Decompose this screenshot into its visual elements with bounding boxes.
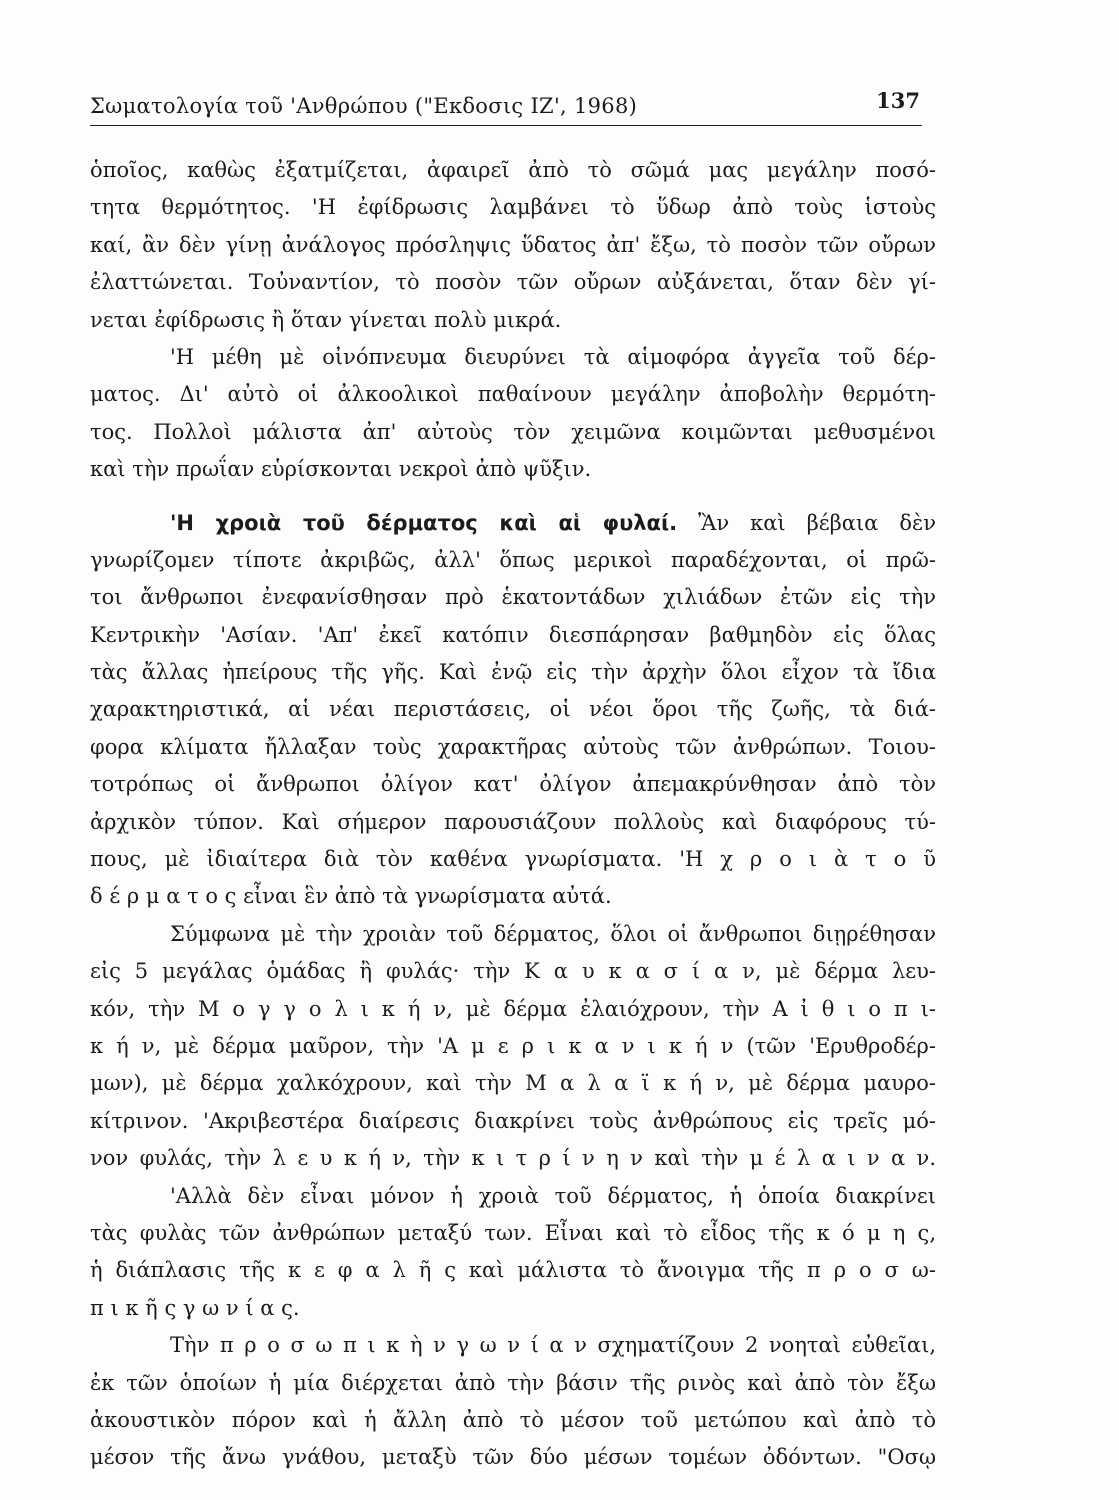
text-line: μων), μὲ δέρμα χαλκόχρουν, καὶ τὴν Μ α λ α ϊ κ ή ν, μὲ δέρμα μαυρο- [90, 1071, 936, 1096]
text-line: μέσον τῆς ἄνω γνάθου, μεταξὺ τῶν δύο μέσων τομέων ὀδόντων. "Οσῳ [90, 1445, 936, 1470]
paragraph-1 [90, 152, 936, 339]
text-line: κ ή ν, μὲ δέρμα μαῦρον, τὴν 'Α μ ε ρ ι κ α ν ι κ ή ν (τῶν 'Ερυθροδέρ- [90, 1033, 936, 1058]
text-line: χαρακτηριστικά, αἱ νέαι περιστάσεις, οἱ νέοι ὅροι τῆς ζωῆς, τὰ διά- [90, 697, 936, 722]
text-line: Κεντρικὴν 'Ασίαν. 'Απ' ἐκεῖ κατόπιν διεσπάρησαν βαθμηδὸν εἰς ὅλας [90, 622, 936, 647]
text-line: ματος. Δι' αὐτὸ οἱ ἀλκοολικοὶ παθαίνουν μεγάλην ἀποβολὴν θερμότη- [90, 382, 936, 407]
text-line: 'Αλλὰ δὲν εἶναι μόνον ἡ χροιὰ τοῦ δέρματος, ἡ ὁποία διακρίνει [170, 1183, 936, 1208]
text-line: ἡ διάπλασις τῆς κ ε φ α λ ῆ ς καὶ μάλιστα τὸ ἄνοιγμα τῆς π ρ ο σ ω- [90, 1258, 936, 1283]
running-title: Σωματολογία τοῦ 'Ανθρώπου ("Εκδοσις ΙΖ', 1968) [90, 94, 638, 118]
text-line: τητα θερμότητος. 'Η ἐφίδρωσις λαμβάνει τὸ ὕδωρ ἀπὸ τοὺς ἱστοὺς [90, 195, 936, 220]
text-line: νεται ἐφίδρωσις ἢ ὅταν γίνεται πολὺ μικρά. [90, 307, 562, 332]
paragraph-2 [90, 339, 936, 489]
text-line: τοτρόπως οἱ ἄνθρωποι ὀλίγον κατ' ὀλίγον ἀπεμακρύνθησαν ἀπὸ τὸν [90, 772, 936, 797]
text-line: φορα κλίματα ἤλλαξαν τοὺς χαρακτῆρας αὐτοὺς τῶν ἀνθρώπων. Τοιου- [90, 734, 936, 759]
text-line: νον φυλάς, τὴν λ ε υ κ ή ν, τὴν κ ι τ ρ ί ν η ν καὶ τὴν μ έ λ α ι ν α ν. [90, 1146, 936, 1171]
text-line: δ έ ρ μ α τ ο ς εἶναι ἓν ἀπὸ τὰ γνωρίσματα αὐτά. [90, 884, 612, 909]
text-line: τὰς ἄλλας ἠπείρους τῆς γῆς. Καὶ ἐνῷ εἰς τὴν ἀρχὴν ὅλοι εἶχον τὰ ἴδια [90, 660, 936, 685]
text-line: εἰς 5 μεγάλας ὁμάδας ἢ φυλάς· τὴν Κ α υ κ α σ ί α ν, μὲ δέρμα λευ- [90, 959, 936, 984]
section-heading: 'Η χροιὰ τοῦ δέρματος καὶ αἱ φυλαί. [170, 510, 678, 535]
text-line: ἐκ τῶν ὁποίων ἡ μία διέρχεται ἀπὸ τὴν βάσιν τῆς ρινὸς καὶ ἀπὸ τὸν ἔξω [90, 1370, 936, 1395]
text-line: ἐλαττώνεται. Τοὐναντίον, τὸ ποσὸν τῶν οὔρων αὐξάνεται, ὅταν δὲν γί- [90, 270, 936, 295]
paragraph-6 [90, 1327, 936, 1477]
text-line: κόν, τὴν Μ ο γ γ ο λ ι κ ή ν, μὲ δέρμα ἐλαιόχρουν, τὴν Α ἰ θ ι ο π ι- [90, 996, 936, 1021]
text-line: Σύμφωνα μὲ τὴν χροιὰν τοῦ δέρματος, ὅλοι οἱ ἄνθρωποι διῃρέθησαν [170, 921, 936, 946]
text-line: γνωρίζομεν τίποτε ἀκριβῶς, ἀλλ' ὅπως μερικοὶ παραδέχονται, οἱ πρῶ- [90, 547, 936, 572]
paragraph-4 [90, 916, 936, 1178]
paragraph-3 [90, 505, 936, 916]
text-line: τοι ἄνθρωποι ἐνεφανίσθησαν πρὸ ἑκατοντάδων χιλιάδων ἐτῶν εἰς τὴν [90, 585, 936, 610]
text-line: ἀρχικὸν τύπον. Καὶ σήμερον παρουσιάζουν πολλοὺς καὶ διαφόρους τύ- [90, 809, 936, 834]
text-line: πους, μὲ ἰδιαίτερα διὰ τὸν καθένα γνωρίσματα. 'Η χ ρ ο ι ὰ τ ο ῦ [90, 847, 936, 872]
text-line: καί, ἂν δὲν γίνῃ ἀνάλογος πρόσληψις ὕδατος ἀπ' ἔξω, τὸ ποσὸν τῶν οὔρων [90, 232, 936, 257]
text-line: 'Η μέθη μὲ οἰνόπνευμα διευρύνει τὰ αἱμοφόρα ἀγγεῖα τοῦ δέρ- [170, 344, 936, 369]
text-line: ὁποῖος, καθὼς ἐξατμίζεται, ἀφαιρεῖ ἀπὸ τὸ σῶμά μας μεγάλην ποσό- [90, 158, 936, 182]
header-rule [90, 125, 922, 126]
text-line: τὰς φυλὰς τῶν ἀνθρώπων μεταξύ των. Εἶναι καὶ τὸ εἶδος τῆς κ ό μ η ς, [90, 1220, 936, 1245]
text-line: καὶ τὴν πρωΐαν εὑρίσκονται νεκροὶ ἀπὸ ψῦξιν. [90, 457, 592, 482]
section-heading-line [90, 505, 936, 542]
text-line: κίτρινον. 'Ακριβεστέρα διαίρεσις διακρίνει τοὺς ἀνθρώπους εἰς τρεῖς μό- [90, 1108, 936, 1133]
running-head [90, 84, 922, 124]
paragraph-5 [90, 1178, 936, 1328]
page-number: 137 [876, 88, 920, 113]
body-text [90, 152, 936, 1477]
text-line: τος. Πολλοὶ μάλιστα ἀπ' αὐτοὺς τὸν χειμῶνα κοιμῶνται μεθυσμένοι [90, 419, 936, 444]
text-line: π ι κ ῆ ς γ ω ν ί α ς. [90, 1295, 300, 1320]
text-line: ἀκουστικὸν πόρον καὶ ἡ ἄλλη ἀπὸ τὸ μέσον τοῦ μετώπου καὶ ἀπὸ τὸ [90, 1407, 936, 1432]
text-fragment: Ἂν καὶ βέβαια δὲν [698, 510, 936, 535]
text-line: Τὴν π ρ ο σ ω π ι κ ὴ ν γ ω ν ί α ν σχηματίζουν 2 νοηταὶ εὐθεῖαι, [170, 1333, 936, 1358]
